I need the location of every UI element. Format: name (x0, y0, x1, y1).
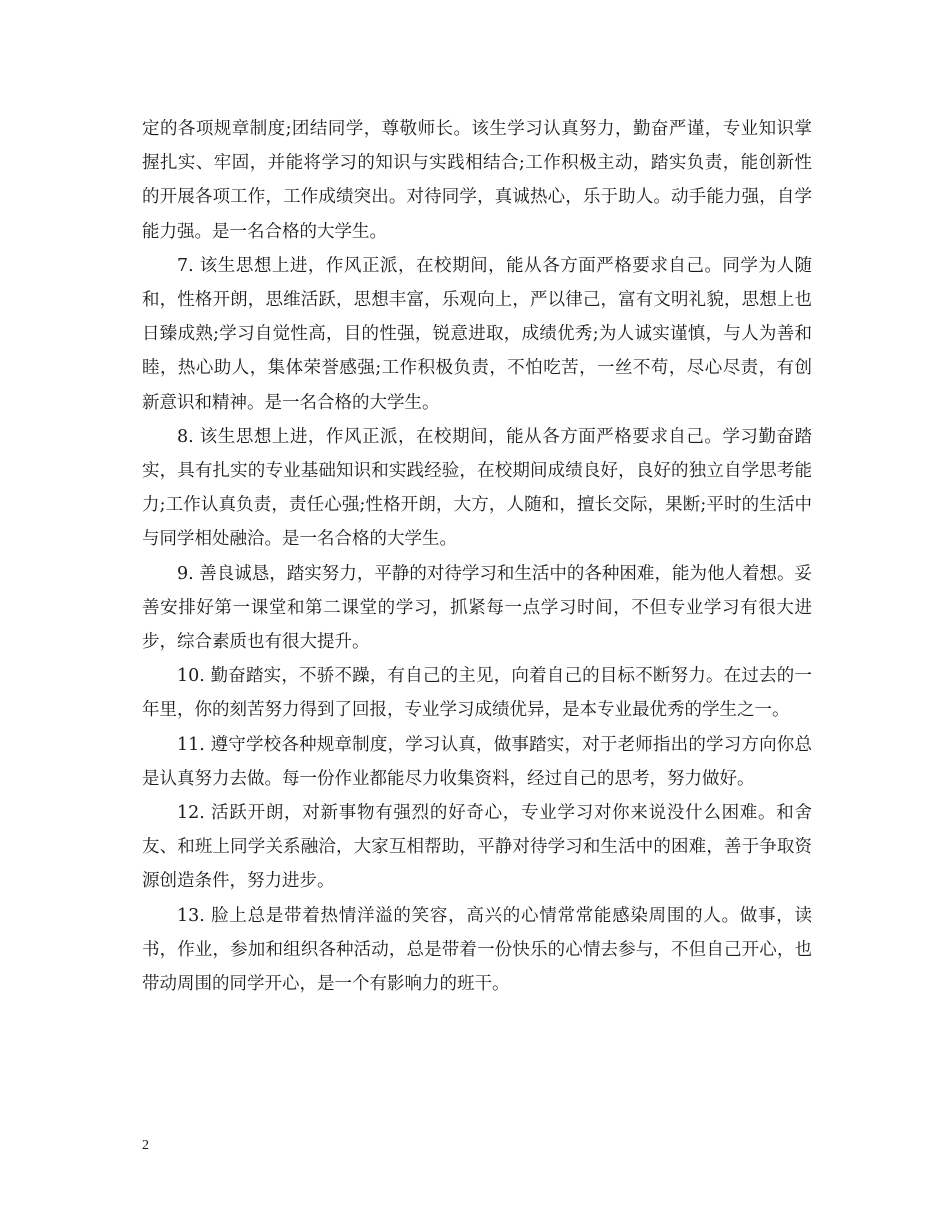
paragraph-item-8: 8. 该生思想上进，作风正派，在校期间，能从各方面严格要求自己。学习勤奋踏实，具有扎实的专业基础知识和实践经验，在校期间成绩良好，良好的独立自学思考能力;工作认真负责，责任心强;性格开朗，大方，人随和，擅长交际，果断;平时的生活中与同学相处融洽。是一名合格的大学生。 (142, 426, 812, 550)
paragraph-item-7: 7. 该生思想上进，作风正派，在校期间，能从各方面严格要求自己。同学为人随和，性格开朗，思维活跃，思想丰富，乐观向上，严以律己，富有文明礼貌，思想上也日臻成熟;学习自觉性高，目的性强，锐意进取，成绩优秀;为人诚实谨慎，与人为善和睦，热心助人，集体荣誉感强;工作积极负责，不怕吃苦，一丝不苟，尽心尽责，有创新意识和精神。是一名合格的大学生。 (142, 255, 812, 413)
paragraph-item-12: 12. 活跃开朗，对新事物有强烈的好奇心，专业学习对你来说没什么困难。和舍友、和班上同学关系融洽，大家互相帮助，平静对待学习和生活中的困难，善于争取资源创造条件，努力进步。 (142, 803, 812, 892)
page-number: 2 (142, 1138, 149, 1153)
document-body (142, 112, 812, 1001)
paragraph-item-10: 10. 勤奋踏实，不骄不躁，有自己的主见，向着自己的目标不断努力。在过去的一年里，你的刻苦努力得到了回报，专业学习成绩优异，是本专业最优秀的学生之一。 (142, 666, 812, 721)
paragraph-continuation: 定的各项规章制度;团结同学，尊敬师长。该生学习认真努力，勤奋严谨，专业知识掌握扎实、牢固，并能将学习的知识与实践相结合;工作积极主动，踏实负责，能创新性的开展各项工作，工作成绩突出。对待同学，真诚热心，乐于助人。动手能力强，自学能力强。是一名合格的大学生。 (142, 119, 812, 242)
paragraph-item-9: 9. 善良诚恳，踏实努力，平静的对待学习和生活中的各种困难，能为他人着想。妥善安排好第一课堂和第二课堂的学习，抓紧每一点学习时间，不但专业学习有很大进步，综合素质也有很大提升。 (142, 563, 812, 653)
paragraph-item-13: 13. 脸上总是带着热情洋溢的笑容，高兴的心情常常能感染周围的人。做事，读书，作业，参加和组织各种活动，总是带着一份快乐的心情去参与，不但自己开心，也带动周围的同学开心，是一个有影响力的班干。 (142, 905, 812, 995)
paragraph-item-11: 11. 遵守学校各种规章制度，学习认真，做事踏实，对于老师指出的学习方向你总是认真努力去做。每一份作业都能尽力收集资料，经过自己的思考，努力做好。 (142, 734, 812, 789)
